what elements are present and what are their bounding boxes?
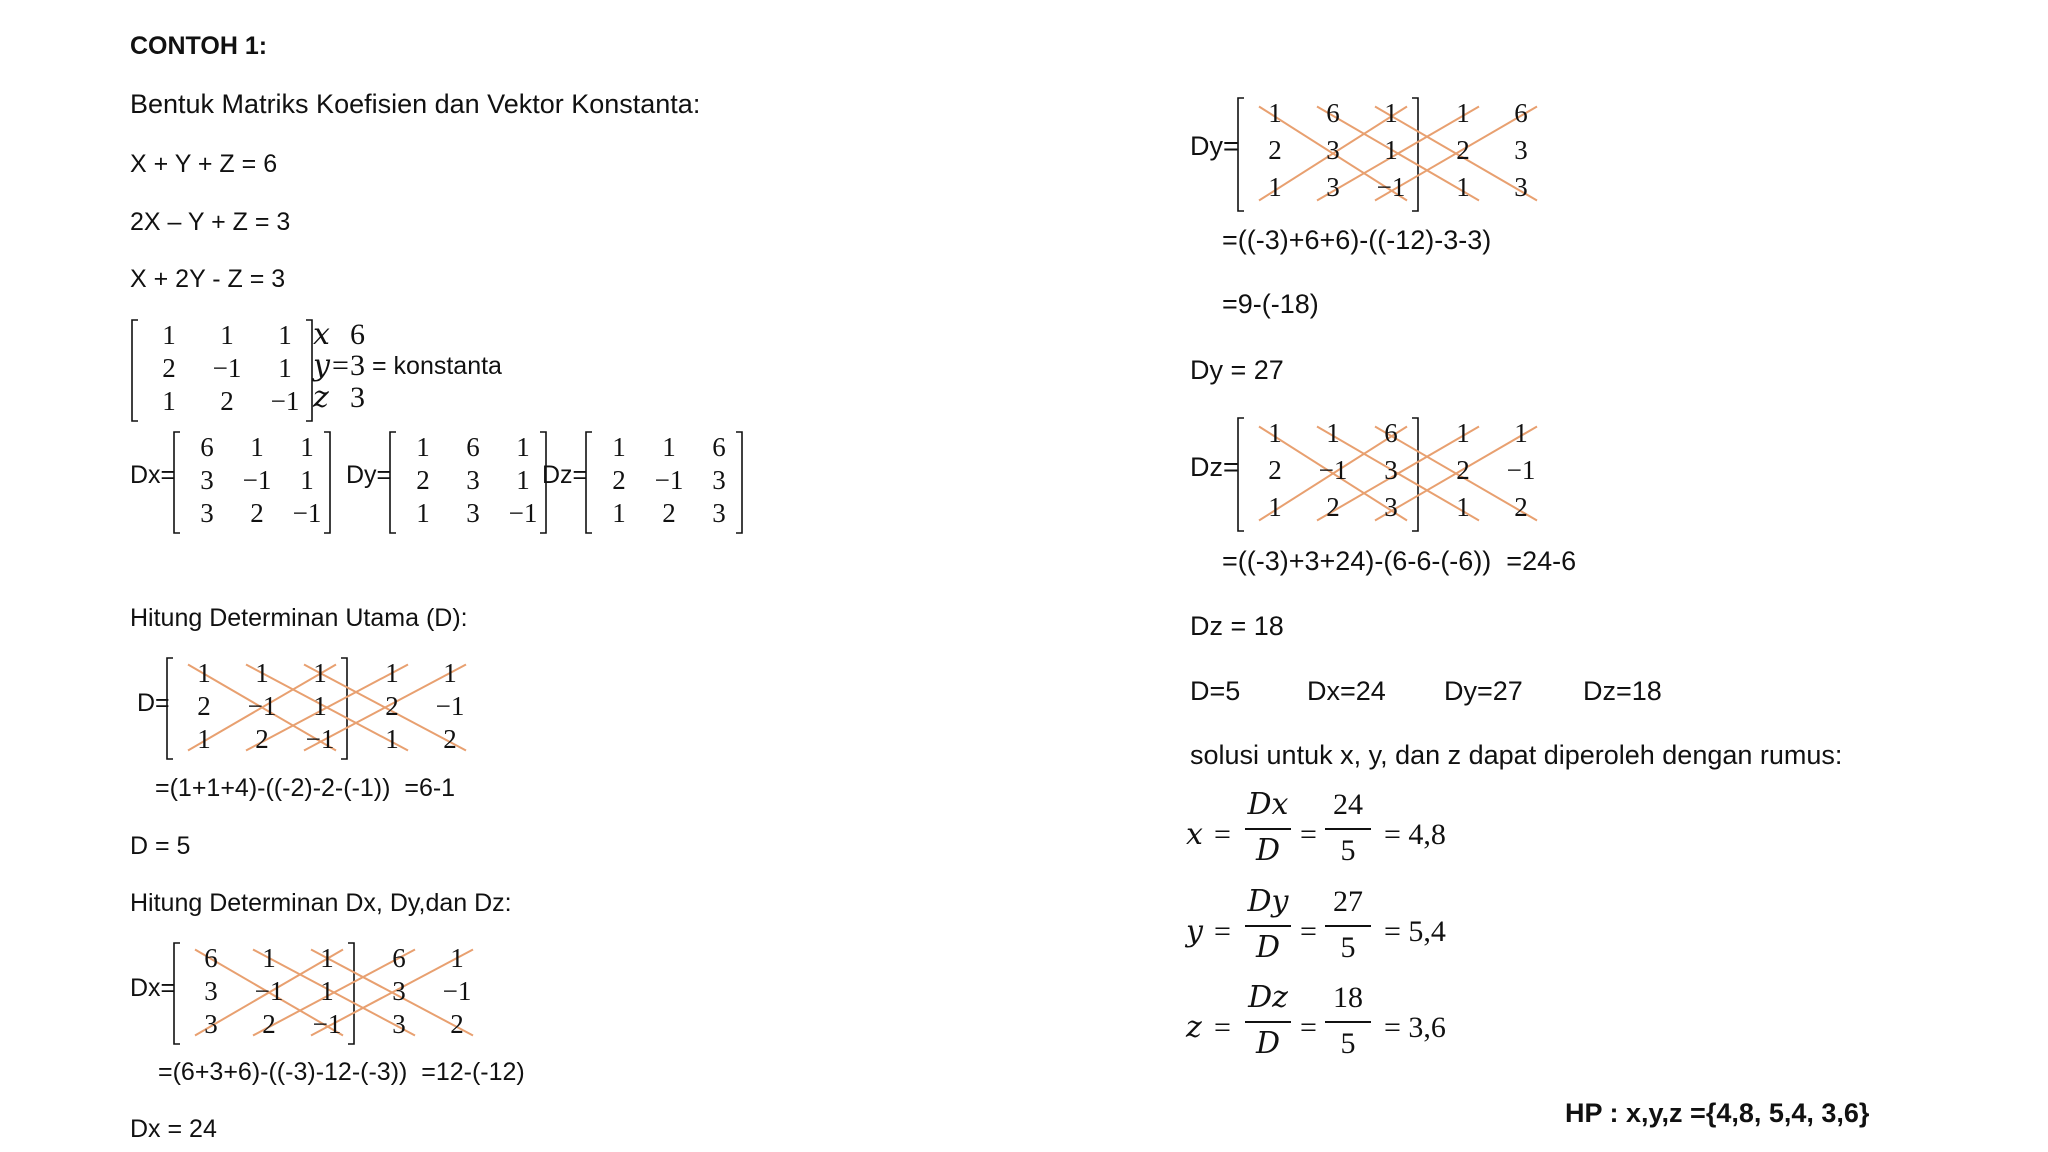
fraction-bar [1245,925,1291,927]
example-title: CONTOH 1: [130,32,268,60]
formula-eq: = [1214,915,1231,948]
konstanta-label: = konstanta [372,352,502,380]
numerator: 27 [1333,885,1363,918]
matrix-cell: −1 [212,353,242,383]
left-bracket [132,320,138,421]
matrix-cell: −1 [305,724,335,754]
left-bracket [1238,418,1244,531]
matrix-cell: 1 [1268,418,1282,448]
vector-equals: = [332,349,349,382]
matrix-cell: 1 [416,498,430,528]
dx-label: Dx= [130,461,176,489]
left-bracket [167,658,173,759]
fraction-bar [1325,925,1371,927]
dz-sarrus-label: Dz= [1190,452,1239,482]
formula-var: 𝑧 [1186,1011,1202,1044]
const-2: 3 [350,349,365,382]
matrix-cell: −1 [242,465,272,495]
matrix-cell: 1 [1268,172,1282,202]
matrix-cell: 3 [1384,455,1398,485]
matrix-cell: 6 [466,432,480,462]
matrix-cell: 2 [662,498,676,528]
matrix-cell: 1 [162,320,176,350]
matrix-cell: 6 [1326,98,1340,128]
matrix-cell: 2 [250,498,264,528]
denominator: 𝐷 [1255,834,1281,867]
matrix-cell: −1 [254,976,284,1006]
dx-sarrus-label: Dx= [130,974,176,1002]
matrix-cell: 6 [1514,98,1528,128]
matrix-cell: −1 [1376,172,1406,202]
matrix-cell: 1 [516,465,530,495]
matrix-cell: −1 [654,465,684,495]
matrix-cell: 1 [1456,172,1470,202]
matrix-cell: 3 [1326,172,1340,202]
matrix-cell: 1 [1456,492,1470,522]
matrix-cell: 2 [1456,455,1470,485]
formula-result: = 4,8 [1384,818,1446,851]
matrix-cell: 3 [204,1009,218,1039]
dy-calc-1: =((-3)+6+6)-((-12)-3-3) [1222,225,1492,255]
matrix-cell: 2 [162,353,176,383]
matrix-cell: 6 [392,943,406,973]
matrix-cell: 1 [1456,98,1470,128]
matrix-cell: −1 [270,386,300,416]
matrix-cell: 1 [313,691,327,721]
matrix-cell: 2 [220,386,234,416]
matrix-cell: 3 [712,465,726,495]
matrix-cell: 6 [712,432,726,462]
matrix-cell: 3 [204,976,218,1006]
matrix-cell: 3 [466,498,480,528]
numerator: 𝐷𝑦 [1247,885,1289,918]
matrix-cell: −1 [442,976,472,1006]
matrix-cell: 1 [1384,98,1398,128]
denominator: 5 [1340,1027,1356,1060]
matrix-cell: 2 [612,465,626,495]
dx-calculation: =(6+3+6)-((-3)-12-(-3)) =12-(-12) [158,1058,525,1086]
dy-label: Dy= [346,461,392,489]
matrix-cell: 6 [1384,418,1398,448]
dz-result: Dz = 18 [1190,611,1284,641]
left-bracket [174,432,180,533]
matrix-cell: 6 [200,432,214,462]
matrix-cell: 2 [1456,135,1470,165]
formula-eq: = [1300,915,1317,948]
fraction-bar [1325,828,1371,830]
equation-1: X + Y + Z = 6 [130,150,278,178]
matrix-cell: −1 [312,1009,342,1039]
formula-var: 𝑥 [1186,818,1203,851]
denominator: 𝐷 [1255,931,1281,964]
denominator: 5 [1340,834,1356,867]
formula-var: 𝑦 [1186,915,1203,948]
matrix-cell: 3 [712,498,726,528]
matrix-cell: 2 [416,465,430,495]
matrix-cell: 2 [1268,455,1282,485]
matrix-cell: 3 [200,465,214,495]
dz-label: Dz= [542,461,588,489]
matrix-cell: 1 [1268,492,1282,522]
d-result: D = 5 [130,832,191,860]
hp-result: HP : x,y,z ={4,8, 5,4, 3,6} [1565,1098,1870,1128]
matrix-cell: −1 [1506,455,1536,485]
d-calculation: =(1+1+4)-((-2)-2-(-1)) =6-1 [155,774,456,802]
numerator: 24 [1333,788,1363,821]
matrix-cell: 1 [300,465,314,495]
formula-result: = 3,6 [1384,1011,1446,1044]
matrix-cell: −1 [247,691,277,721]
matrix-cell: 3 [392,976,406,1006]
section-subtitle: Bentuk Matriks Koefisien dan Vektor Konstanta: [130,89,701,119]
dy-calc-2: =9-(-18) [1222,289,1319,319]
const-3: 3 [350,381,365,414]
dy-result: Dy = 27 [1190,355,1284,385]
left-bracket [1238,98,1244,211]
matrix-cell: −1 [508,498,538,528]
matrix-cell: 2 [255,724,269,754]
matrix-cell: 1 [612,432,626,462]
dz-calculation: =((-3)+3+24)-(6-6-(-6)) =24-6 [1222,546,1577,576]
vector-x: 𝑥 [313,318,330,351]
matrix-cell: 6 [204,943,218,973]
matrix-cell: 1 [250,432,264,462]
formula-eq: = [1300,1011,1317,1044]
matrix-cell: 1 [385,724,399,754]
matrix-cell: 3 [392,1009,406,1039]
matrix-cell: 2 [262,1009,276,1039]
matrix-cell: 2 [1326,492,1340,522]
matrix-cell: 3 [1326,135,1340,165]
formula-eq: = [1214,1011,1231,1044]
matrix-cell: 3 [200,498,214,528]
matrix-cell: 2 [443,724,457,754]
matrix-cell: −1 [292,498,322,528]
denominator: 5 [1340,931,1356,964]
matrix-cell: 1 [1268,98,1282,128]
matrix-cell: 2 [197,691,211,721]
matrix-cell: 1 [612,498,626,528]
matrix-cell: 1 [1456,418,1470,448]
denominator: 𝐷 [1255,1027,1281,1060]
dy-sarrus-label: Dy= [1190,131,1239,161]
hitung-dxyz-heading: Hitung Determinan Dx, Dy,dan Dz: [130,889,512,917]
matrix-cell: 1 [278,320,292,350]
matrix-cell: 2 [1268,135,1282,165]
vector-z: 𝑧 [313,381,329,414]
d-label: D= [137,689,170,717]
summary-d: D=5 [1190,676,1241,706]
left-bracket [390,432,396,533]
equation-3: X + 2Y - Z = 3 [130,265,286,293]
solusi-text: solusi untuk x, y, dan z dapat diperoleh dengan rumus: [1190,740,1843,770]
matrix-cell: 1 [1326,418,1340,448]
numerator: 𝐷𝑥 [1247,788,1289,821]
matrix-cell: 1 [262,943,276,973]
matrix-cell: 1 [450,943,464,973]
formula-result: = 5,4 [1384,915,1446,948]
matrix-cell: 1 [443,658,457,688]
matrix-cell: 1 [300,432,314,462]
summary-dy: Dy=27 [1444,676,1523,706]
matrix-cell: 1 [220,320,234,350]
formula-eq: = [1214,818,1231,851]
matrix-cell: 1 [516,432,530,462]
matrix-cell: 3 [466,465,480,495]
matrix-cell: 1 [320,976,334,1006]
left-bracket [174,943,180,1044]
matrix-cell: 1 [1384,135,1398,165]
matrix-cell: 1 [1514,418,1528,448]
fraction-bar [1245,828,1291,830]
matrix-cell: 1 [162,386,176,416]
matrix-cell: 3 [1514,172,1528,202]
const-1: 6 [350,318,365,351]
matrix-cell: 1 [197,658,211,688]
matrix-cell: 1 [416,432,430,462]
numerator: 𝐷𝑧 [1248,981,1288,1014]
left-bracket [586,432,592,533]
matrix-cell: 1 [255,658,269,688]
hitung-d-heading: Hitung Determinan Utama (D): [130,604,468,632]
summary-dz: Dz=18 [1583,676,1662,706]
matrix-cell: 1 [313,658,327,688]
matrix-cell: 1 [385,658,399,688]
fraction-bar [1325,1021,1371,1023]
matrix-cell: −1 [1318,455,1348,485]
formula-eq: = [1300,818,1317,851]
matrix-cell: 3 [1384,492,1398,522]
matrix-cell: 1 [197,724,211,754]
matrix-cell: 1 [320,943,334,973]
matrix-cell: 1 [662,432,676,462]
vector-y: 𝑦 [313,349,330,382]
matrix-cell: −1 [435,691,465,721]
summary-dx: Dx=24 [1307,676,1386,706]
matrix-cell: 1 [278,353,292,383]
equation-2: 2X – Y + Z = 3 [130,208,291,236]
matrix-cell: 2 [385,691,399,721]
matrix-cell: 3 [1514,135,1528,165]
dx-result: Dx = 24 [130,1115,217,1143]
matrix-cell: 2 [450,1009,464,1039]
fraction-bar [1245,1021,1291,1023]
numerator: 18 [1333,981,1363,1014]
matrix-cell: 2 [1514,492,1528,522]
